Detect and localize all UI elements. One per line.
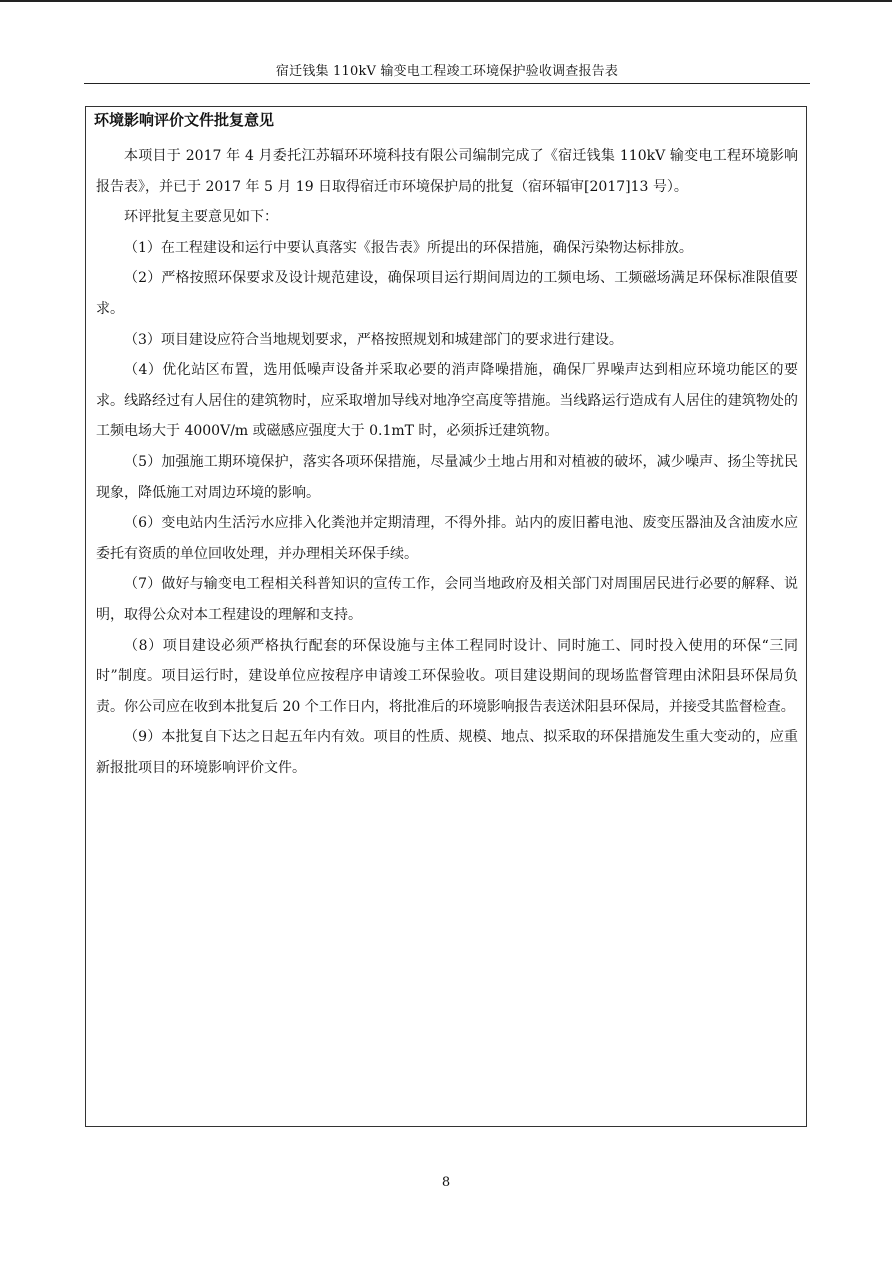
paragraph-item-7: （7）做好与输变电工程相关科普知识的宣传工作，会同当地政府及相关部门对周围居民进行必要的解释、说明，取得公众对本工程建设的理解和支持。 (96, 576, 798, 623)
running-header: 宿迁钱集 110kV 输变电工程竣工环境保护验收调查报告表 (275, 64, 619, 79)
paragraph-item-5: （5）加强施工期环境保护，落实各项环保措施，尽量减少土地占用和对植被的破坏，减少噪声、扬尘等扰民现象，降低施工对周边环境的影响。 (96, 453, 798, 501)
section-title: 环境影响评价文件批复意见 (94, 111, 275, 129)
page-number: 8 (441, 1175, 451, 1190)
paragraph-intro: 本项目于 2017 年 4 月委托江苏辐环环境科技有限公司编制完成了《宿迁钱集 110kV 输变电工程环境影响报告表》，并已于 2017 年 5 月 19 日取得宿迁市环境保护局的批复（宿环辐审[2017]13 号）。 (96, 148, 798, 195)
paragraph-item-8: （8）项目建设必须严格执行配套的环保设施与主体工程同时设计、同时施工、同时投入使用的环保“三同时”制度。项目运行时，建设单位应按程序申请竣工环保验收。项目建设期间的现场监督管理由沭阳县环保局负责。你公司应在收到本批复后 20 个工作日内，将批准后的环境影响报告表送沭阳县环保局，并接受其监督检查。 (96, 637, 798, 715)
approval-opinion-box (85, 106, 807, 1127)
section-body (96, 141, 798, 783)
paragraph-item-6: （6）变电站内生活污水应排入化粪池并定期清理，不得外排。站内的废旧蓄电池、废变压器油及含油废水应委托有资质的单位回收处理，并办理相关环保手续。 (96, 515, 798, 562)
paragraph-item-2: （2）严格按照环保要求及设计规范建设，确保项目运行期间周边的工频电场、工频磁场满足环保标准限值要求。 (96, 270, 798, 317)
header-rule (84, 83, 810, 84)
page-top-border (0, 0, 892, 2)
paragraph-item-1: （1）在工程建设和运行中要认真落实《报告表》所提出的环保措施，确保污染物达标排放。 (124, 239, 693, 256)
paragraph-item-3: （3）项目建设应符合当地规划要求，严格按照规划和城建部门的要求进行建设。 (124, 331, 623, 348)
paragraph-item-4: （4）优化站区布置，选用低噪声设备并采取必要的消声降噪措施，确保厂界噪声达到相应环境功能区的要求。线路经过有人居住的建筑物时，应采取增加导线对地净空高度等措施。当线路运行造成有人居住的建筑物处的工频电场大于 4000V/m 或磁感应强度大于 0.1mT 时，必须拆迁建筑物。 (96, 362, 798, 440)
paragraph-lead: 环评批复主要意见如下： (124, 209, 278, 226)
paragraph-item-9: （9）本批复自下达之日起五年内有效。项目的性质、规模、地点、拟采取的环保措施发生重大变动的，应重新报批项目的环境影响评价文件。 (96, 729, 798, 776)
